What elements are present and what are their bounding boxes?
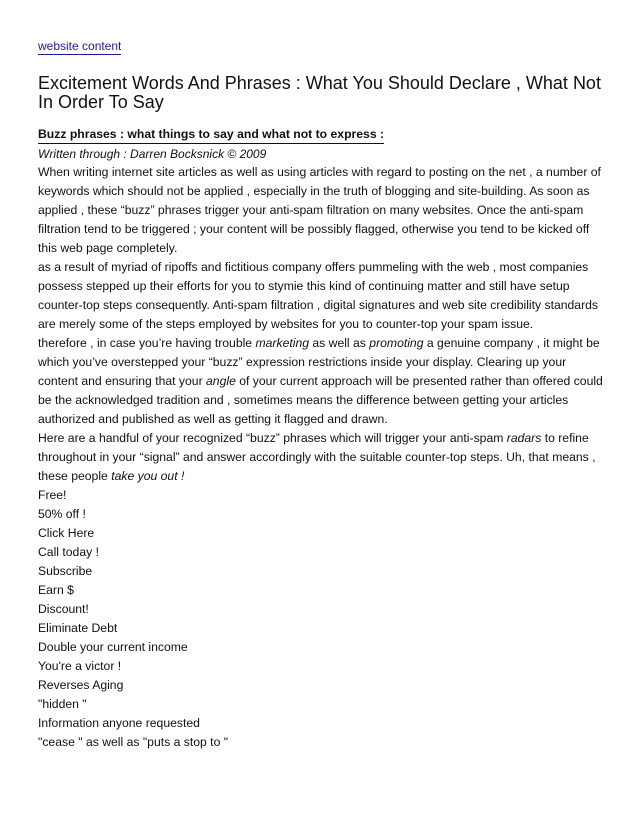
list-item: Reverses Aging [38,678,124,692]
paragraph-marketing-text-d: of your current approach will be presented rather than offered could be the acknowledged tradition and , sometimes means the difference between getting your articles authorized and published as well as getting it flagged and drawn. [38,374,603,426]
paragraph-marketing-text-c: a genuine company , it might be which you’ve overstepped your “buzz” expression restrictions inside your display. Clearing up your content and ensuring that your [38,336,600,388]
list-item: Call today ! [38,545,99,559]
list-item: Eliminate Debt [38,621,118,635]
list-item: Click Here [38,526,95,540]
list-item: "hidden " [38,697,87,711]
emphasis-radars: radars [506,431,542,445]
list-item: Information anyone requested [38,716,200,730]
article-subheading: Buzz phrases : what things to say and what not to express : [38,126,384,144]
list-item: Free! [38,488,67,502]
article-byline: Written through : Darren Bocksnick © 2009 [38,147,267,161]
list-item: Earn $ [38,583,74,597]
list-item: You're a victor ! [38,659,122,673]
paragraph-buzz-text-a: Here are a handful of your recognized “buzz” phrases which will trigger your anti-spam [38,431,507,445]
paragraph-intro: When writing internet site articles as well as using articles with regard to posting on the net , a number of keywords which should not be applied , especially in the truth of blogging and site-building. As soon as applied , these “buzz” phrases trigger your anti-spam filtration on many websites. Once the anti-spam filtration tend to be triggered ; your content will be possibly flagged, otherwise you tend to be kicked off this web page completely. [38,165,601,255]
website-content-link[interactable]: website content [38,39,122,53]
list-item: Discount! [38,602,89,616]
list-item: Double your current income [38,640,188,654]
paragraph-buzz-text-b: to refine throughout in your “signal” and answer accordingly with the suitable counter-top steps. Uh, that means , these people [38,431,596,483]
emphasis-promoting: promoting [369,336,424,350]
emphasis-marketing: marketing [255,336,309,350]
paragraph-marketing-text-b: as well as [309,336,370,350]
article-title: Excitement Words And Phrases : What You Should Declare , What Not In Order To Say [38,73,601,112]
buzz-phrase-list [38,486,600,752]
list-item: "cease " as well as "puts a stop to " [38,735,229,749]
paragraph-buzz-phrases [38,429,603,486]
emphasis-take-you-out: take you out ! [111,469,185,483]
list-item: Subscribe [38,564,93,578]
list-item: 50% off ! [38,507,86,521]
paragraph-ripoffs: as a result of myriad of ripoffs and fictitious company offers pummeling with the web , most companies possess stepped up their efforts for you to stymie this kind of continuing matter and still have setup counter-top steps consequently. Anti-spam filtration , digital signatures and web site credibility standards are merely some of the steps employed by websites for you to counter-top your spam issue. [38,260,599,331]
emphasis-angle: angle [206,374,236,388]
paragraph-marketing [38,334,603,429]
paragraph-marketing-text-a: therefore , in case you’re having trouble [38,336,256,350]
